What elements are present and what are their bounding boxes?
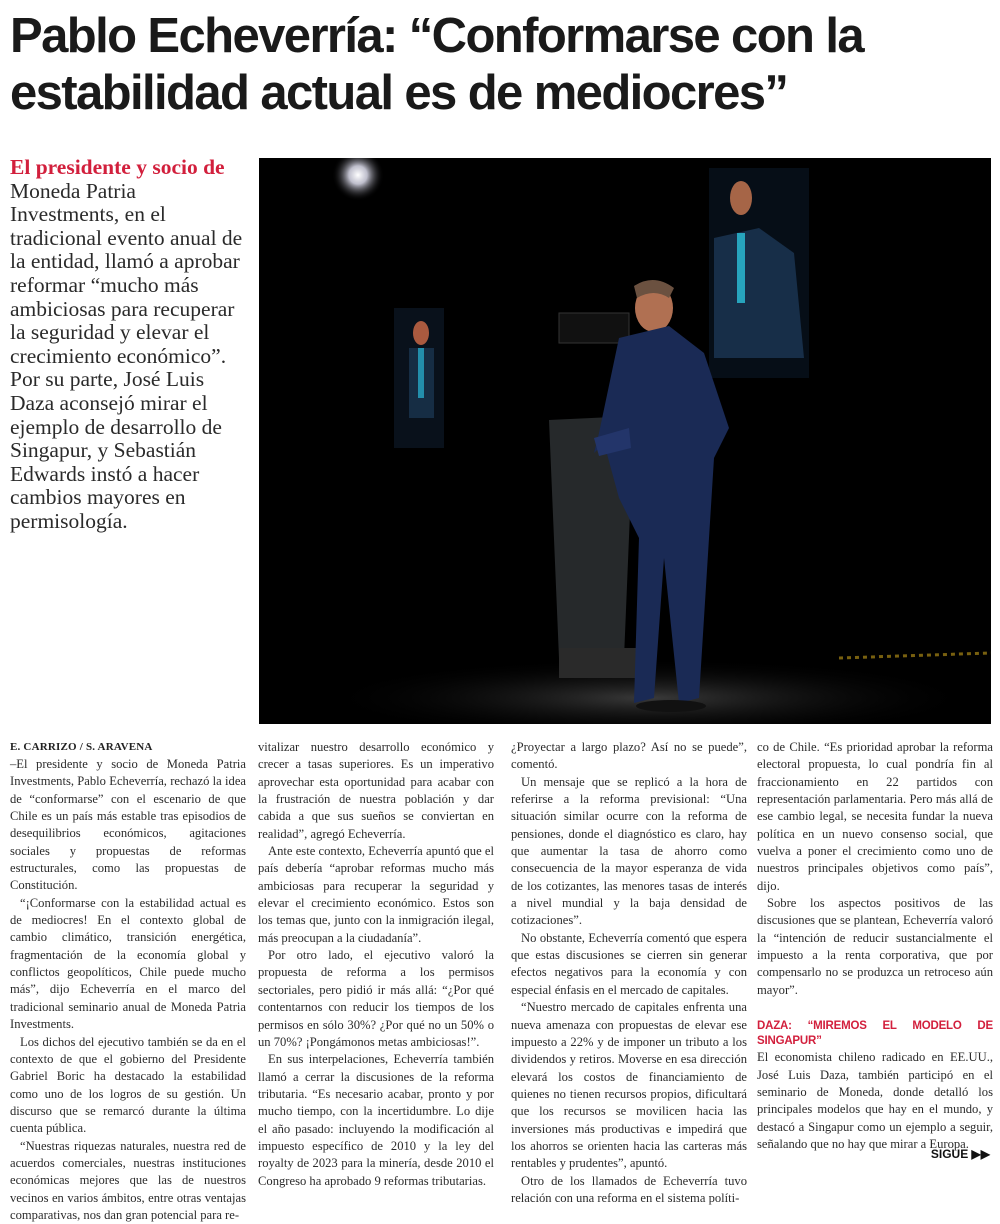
section-subhead: DAZA: “MIREMOS EL MODELO DE SINGAPUR”: [757, 1020, 993, 1048]
screen-right: [709, 168, 809, 378]
article-paragraph: co de Chile. “Es prioridad aprobar la reforma electoral propuesta, lo cual pondría fin al fraccionamiento en 22 partidos con representación parlamentaria. Pero más allá de ese cambio legal, se necesita fundar la nueva política en un nuevo consenso social, que vuelva a poner el crecimiento como uno de nuestros principales objetivos como país”, dijo.: [757, 740, 993, 893]
article-paragraph: Ante este contexto, Echeverría apuntó que el país debería “aprobar reformas mucho más ambiciosas para recuperar la seguridad y elevar el crecimiento económico. Estos son los temas que, junto con la inmigración ilegal, más preocupan a la ciudadanía”.: [258, 844, 494, 945]
article-paragraph: Por otro lado, el ejecutivo valoró la propuesta de reforma a los permisos sectoriales, pero pidió ir más allá: “¿Por qué contentarnos con reducir los tiempos de los permisos en sólo 30%? ¿Por qué no un 50% o un 70%? ¡Pongámonos metas ambiciosas!”.: [258, 948, 494, 1049]
article-column-4: [757, 739, 993, 1153]
article-column-1: [10, 739, 246, 1224]
article-paragraph: Otro de los llamados de Echeverría tuvo relación con una reforma en el sistema políti-: [511, 1173, 747, 1205]
article-paragraph: Los dichos del ejecutivo también se da en el contexto de que el gobierno del Presidente Gabriel Boric ha destacado la estabilidad como uno de los logros de su gestión. Un discurso que se remarcó durante la última cuenta pública.: [10, 1034, 246, 1136]
article-paragraph: El economista chileno radicado en EE.UU., José Luis Daza, también participó en el seminario de Moneda, donde detalló los principales modelos que hay en el mundo, y destacó a Singapur como un ejemplo a seguir, señalando que no hay que mirar a Europa.: [757, 1050, 993, 1151]
article-paragraph: “Nuestro mercado de capitales enfrenta una nueva amenaza con propuestas de elevar ese impuesto a 22% y de imponer un tributo a los dividendos y retiros. Moverse en esa dirección elevará los costos de financiamiento de quienes no tienen recursos propios, dificultará que los recursos se movilicen hacia las inversiones más productivas e impedirá que los ahorros se orienten hacia las carteras más rentables y prudentes”, apuntó.: [511, 1000, 747, 1171]
article-paragraph: “Nuestras riquezas naturales, nuestra red de acuerdos comerciales, nuestras instituciones económicas mejores que las de nuestros vecinos en varios ámbitos, entre otras ventajas comparativas, nos dan gran potencial para re-: [10, 1138, 246, 1222]
lead-kicker: El presidente y socio de: [10, 155, 225, 179]
article-column-2: [258, 739, 494, 1190]
article-paragraph: ¿Proyectar a largo plazo? Así no se puede”, comentó.: [511, 740, 747, 772]
article-column-3: [511, 739, 747, 1207]
lead-paragraph: [10, 156, 250, 534]
article-paragraph: En sus interpelaciones, Echeverría también llamó a cerrar la discusiones de la reforma tributaria. “Es necesario acabar, pronto y por mucho tiempo, con la incertidumbre. Lo dije el año pasado: incluyendo la modificación al impuesto específico de 2010 y la ley del royalty de 2023 para la minería, desde 2010 el Congreso ha aprobado 9 reformas tributarias.: [258, 1052, 494, 1188]
byline: E. CARRIZO / S. ARAVENA: [10, 741, 153, 753]
lead-text: Moneda Patria Investments, en el tradicional evento anual de la entidad, llamó a aprobar reformar “mucho más ambiciosas para recuperar la seguridad y elevar el crecimiento económico”. Por su parte, José Luis Daza aconsejó mirar el ejemplo de desarrollo de Singapur, y Sebastián Edwards instó a hacer cambios mayores en permisología.: [10, 178, 243, 533]
headline: Pablo Echeverría: “Conformarse con la estabilidad actual es de mediocres”: [10, 9, 864, 120]
speaker-photo: [259, 158, 991, 724]
continue-marker: SIGUE ▶▶: [930, 1147, 990, 1161]
article-paragraph: No obstante, Echeverría comentó que espera que estas discusiones se cierren sin generar efectos negativos para la economía y con especial énfasis en el mercado de capitales.: [511, 930, 747, 997]
article-paragraph: Sobre los aspectos positivos de las discusiones que se plantean, Echeverría valoró la “intención de reducir sustancialmente el impuesto a la renta corporativa, que por compensarlo no se produzca un retroceso aún mayor”.: [757, 896, 993, 997]
screen-left: [394, 308, 444, 448]
article-paragraph: vitalizar nuestro desarrollo económico y crecer a tasas superiores. Es un imperativo aprovechar esta oportunidad para acabar con la frustración de nuestra población y dar cabida a que sus sueños se conviertan en realidad”, agregó Echeverría.: [258, 740, 494, 841]
article-paragraph: “¡Conformarse con la estabilidad actual es de mediocres! En el contexto global de cambio climático, transición energética, fragmentación de la economía global y conflictos geopolíticos, Chile puede mucho más”, dijo Echeverría en el marco del tradicional seminario anual de Moneda Patria Investments.: [10, 895, 246, 1032]
article-paragraph: Un mensaje que se replicó a la hora de referirse a la reforma previsional: “Una situación similar ocurre con la reforma de pensiones, donde el diagnóstico es claro, hay que aumentar la tasa de ahorro como consecuencia de la mayor esperanza de vida de los cotizantes, las menores tasas de interés a nivel mundial y la baja densidad de cotizaciones”.: [511, 774, 747, 928]
article-paragraph: –El presidente y socio de Moneda Patria Investments, Pablo Echeverría, rechazó la idea de “conformarse” con el escenario de que Chile es un país más estable tras episodios de desequilibrios económicos, agitaciones sociales y propuestas de reformas estructurales, como las propuestas de Constitución.: [10, 757, 246, 893]
